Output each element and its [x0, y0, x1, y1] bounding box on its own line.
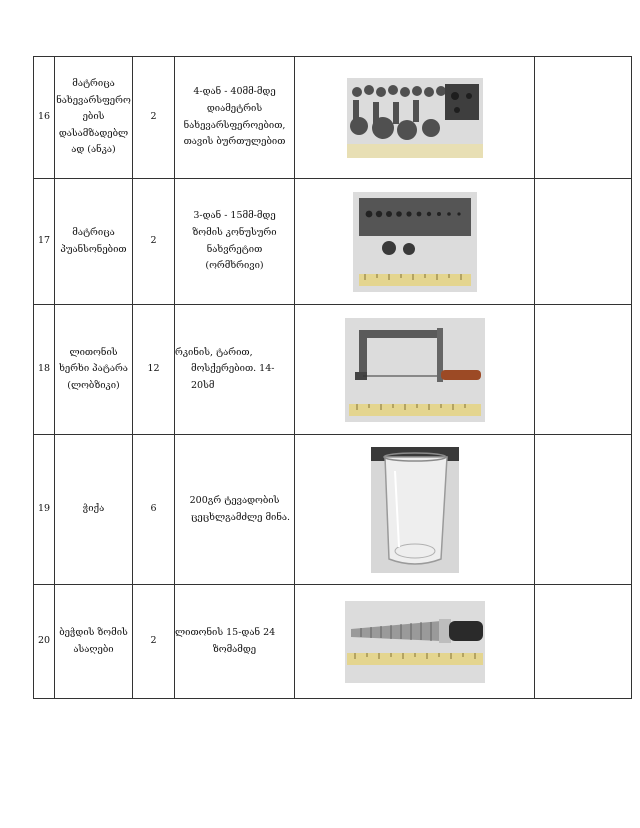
item-quantity: 6 — [133, 435, 175, 585]
inventory-table — [33, 56, 632, 699]
item-name: ჭიქა — [55, 435, 133, 585]
row-number: 20 — [34, 585, 55, 699]
description-line: 3-დან - 15მმ-მდე — [193, 210, 276, 222]
description-line: ზომამდე — [212, 643, 257, 655]
item-photo-cell — [295, 435, 535, 585]
table-row — [34, 179, 632, 305]
item-description — [175, 435, 295, 585]
row-number: 18 — [34, 305, 55, 435]
description-line: თავის ბურთულებით — [183, 136, 286, 148]
hole-plate-with-punches-icon — [353, 192, 477, 292]
description-line: ნახვრეტით — [206, 243, 263, 255]
description-line: ლითონის 15-დან 24 — [175, 626, 276, 638]
description-line: ზომის კონუსური — [192, 226, 277, 238]
item-description — [175, 57, 295, 179]
glass-beaker-icon — [371, 447, 459, 573]
jewelers-saw-icon — [345, 318, 485, 422]
description-line: 20სმ — [191, 379, 215, 391]
item-quantity: 2 — [133, 585, 175, 699]
item-photo-cell — [295, 57, 535, 179]
item-photo-cell — [295, 305, 535, 435]
ring-sizer-stick-icon — [345, 601, 485, 683]
item-description — [175, 179, 295, 305]
item-name: ლითონის ხერხი პატარა (ლობზიკი) — [55, 305, 133, 435]
description-line: ნახევარსფეროებით, — [183, 119, 286, 131]
table-row — [34, 305, 632, 435]
row-number: 19 — [34, 435, 55, 585]
item-quantity: 2 — [133, 57, 175, 179]
item-name: ბეჭდის ზომის ასაღები — [55, 585, 133, 699]
table-row — [34, 585, 632, 699]
item-name: მატრიცა პუანსონებით — [55, 179, 133, 305]
item-description — [175, 585, 295, 699]
row-number: 17 — [34, 179, 55, 305]
description-line: (ორმხრივი) — [205, 260, 264, 272]
table-row — [34, 435, 632, 585]
item-name: მატრიცა ნახევარსფერო ების დასამზადებლ ად (ანკა) — [55, 57, 133, 179]
item-photo-cell — [295, 179, 535, 305]
description-line: რკინის, ტარით, — [175, 346, 253, 358]
die-block-with-punches-icon — [347, 78, 483, 158]
item-quantity: 12 — [133, 305, 175, 435]
description-line: 200გრ ტევადობის — [189, 494, 280, 506]
table-row — [34, 57, 632, 179]
item-quantity: 2 — [133, 179, 175, 305]
description-line: დიამეტრის — [206, 102, 263, 114]
description-line: ცეცხლგამძლე მინა. — [191, 511, 291, 523]
description-line: 4-დან - 40მმ-მდე — [193, 86, 276, 98]
row-number: 16 — [34, 57, 55, 179]
item-photo-cell — [295, 585, 535, 699]
description-line: მოსქერებით. 14- — [191, 363, 275, 375]
item-description — [175, 305, 295, 435]
